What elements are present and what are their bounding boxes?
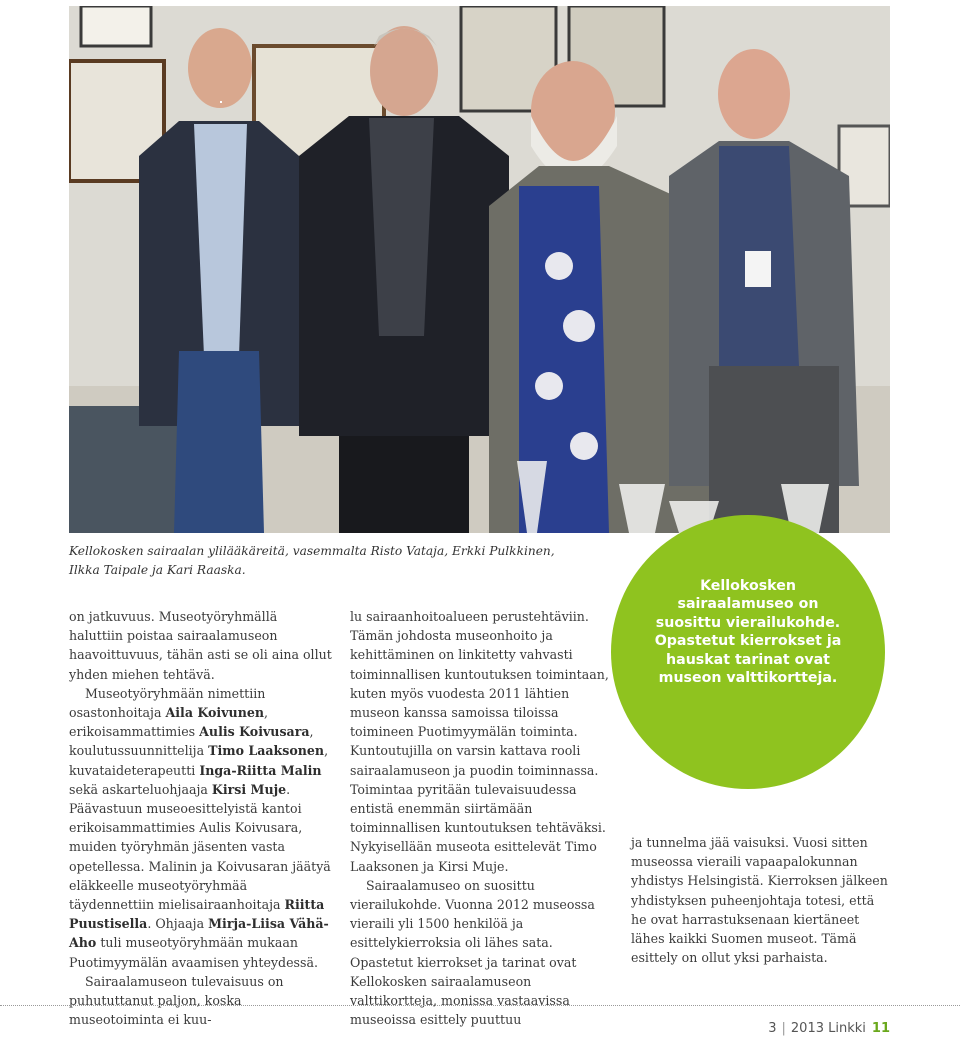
name-highlight: Mirja-Liisa Vähä-Aho	[69, 916, 329, 951]
name-highlight: Inga-Riitta Malin	[199, 762, 322, 778]
issue-number: 3	[768, 1021, 777, 1036]
paragraph: on jatkuvuus. Museotyöryhmällä haluttiin poistaa sairaalamuseon haavoittuvuus, tähän asti se oli aina ollut yhden miehen tehtävä.	[69, 609, 332, 682]
name-highlight: Riitta Puustisella	[69, 897, 325, 932]
highlight-circle	[611, 515, 885, 789]
issue-year: 2013	[790, 1021, 824, 1036]
text-column-3	[631, 833, 893, 967]
text-column-1	[69, 607, 332, 1029]
text-column-2	[350, 607, 612, 1029]
footer-divider	[0, 1005, 960, 1006]
name-highlight: Aulis Koivusara	[199, 724, 310, 740]
highlight-text: Kellokosken sairaalamuseo on suosittu vierailukohde. Opastetut kierrokset ja hauskat tarinat ovat museon valttikortteja.	[654, 577, 842, 686]
page-number: 11	[871, 1021, 890, 1036]
group-photo	[69, 6, 890, 533]
separator: |	[781, 1021, 786, 1036]
name-highlight: Aila Koivunen	[165, 705, 265, 721]
paragraph: ja tunnelma jää vaisuksi. Vuosi sitten museossa vieraili vapaapalokunnan yhdistys Helsingistä. Kierroksen jälkeen yhdistyksen puheenjohtaja totesi, että he ovat harrastuksenaan kiertäneet lähes kaikki Suomen museot. Tämä esittely on ollut yksi parhaista.	[631, 835, 888, 966]
name-highlight: Timo Laaksonen	[208, 743, 325, 759]
paragraph: lu sairaanhoitoalueen perustehtäviin. Tämän johdosta museonhoito ja kehittäminen on linkitetty vahvasti toiminnallisen kuntoutuksen toimintaan, kuten myös vuodesta 2011 lähtien museon kanssa samoissa tiloissa toimineen Puotimyymälän toiminta. Kuntoutujilla on varsin kattava rooli sairaalamuseon ja puodin toiminnassa. Toimintaa pyritään tulevaisuudessa entistä enemmän siirtämään toiminnallisen kuntoutuksen tehtäväksi. Nykyisellään museota esittelevät Timo Laaksonen ja Kirsi Muje.	[350, 609, 609, 874]
page-footer	[768, 1021, 890, 1036]
paragraph: Museotyöryhmään nimettiin osastonhoitaja Aila Koivunen, erikoisammattimies Aulis Koivusara, koulutussuunnittelija Timo Laaksonen, kuvataideterapeutti Inga-Riitta Malin sekä askarteluohjaaja Kirsi Muje. Päävastuun museoesittelyistä kantoi erikoisammattimies Aulis Koivusara, muiden työryhmän jäsenten vasta opetellessa. Malinin ja Koivusaran jäätyä eläkkeelle museotyöryhmää täydennettiin mielisairaanhoitaja Riitta Puustisella. Ohjaaja Mirja-Liisa Vähä-Aho tuli museotyöryhmään mukaan Puotimyymälän avaamisen yhteydessä.	[69, 685, 331, 970]
paragraph: Sairaalamuseon tulevaisuus on puhututtanut paljon, koska museotoiminta ei kuu-	[69, 973, 284, 1028]
paragraph: Sairaalamuseo on suosittu vierailukohde. Vuonna 2012 museossa vieraili yli 1500 henkilöä ja esittelykierroksia oli lähes sata. Opastetut kierrokset ja tarinat ovat Kellokosken sairaalamuseon valttikortteja, monissa vastaavissa museoissa esittely puuttuu	[350, 877, 595, 1028]
name-highlight: Kirsi Muje	[211, 781, 287, 797]
magazine-name: Linkki	[828, 1021, 866, 1036]
photo-caption: Kellokosken sairaalan ylilääkäreitä, vasemmalta Risto Vataja, Erkki Pulkkinen, Ilkka Taipale ja Kari Raaska.	[69, 544, 555, 577]
